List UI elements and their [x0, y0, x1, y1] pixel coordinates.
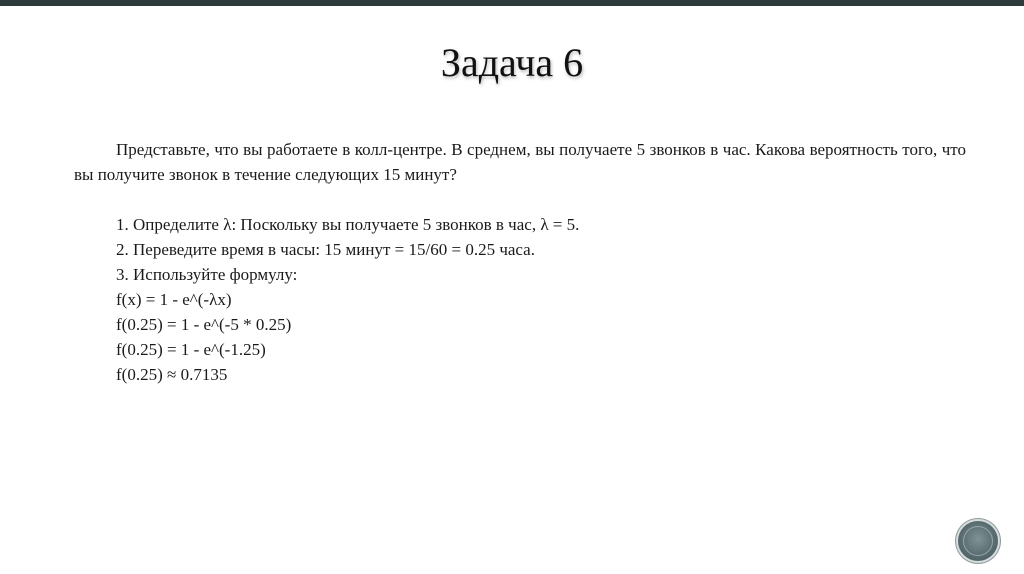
top-divider — [0, 0, 1024, 6]
formula-line: f(0.25) = 1 - e^(-5 * 0.25) — [116, 315, 292, 334]
step-line: 1. Определите λ: Поскольку вы получаете 5 звонков в час, λ = 5. — [116, 215, 580, 234]
solution-steps — [116, 212, 966, 387]
result-line: f(0.25) ≈ 0.7135 — [116, 365, 228, 384]
step-line: 2. Переведите время в часы: 15 минут = 15/60 = 0.25 часа. — [116, 240, 535, 259]
slide-nav-button[interactable] — [958, 521, 998, 561]
problem-statement: Представьте, что вы работаете в колл-центре. В среднем, вы получаете 5 звонков в час. Какова вероятность того, что вы получите звонок в течение следующих 15 минут? — [74, 140, 966, 184]
slide-title: Задача 6 — [440, 40, 584, 85]
circle-nav-icon — [963, 526, 993, 556]
step-line: 3. Используйте формулу: — [116, 265, 298, 284]
formula-line: f(0.25) = 1 - e^(-1.25) — [116, 340, 266, 359]
formula-line: f(x) = 1 - e^(-λx) — [116, 290, 232, 309]
